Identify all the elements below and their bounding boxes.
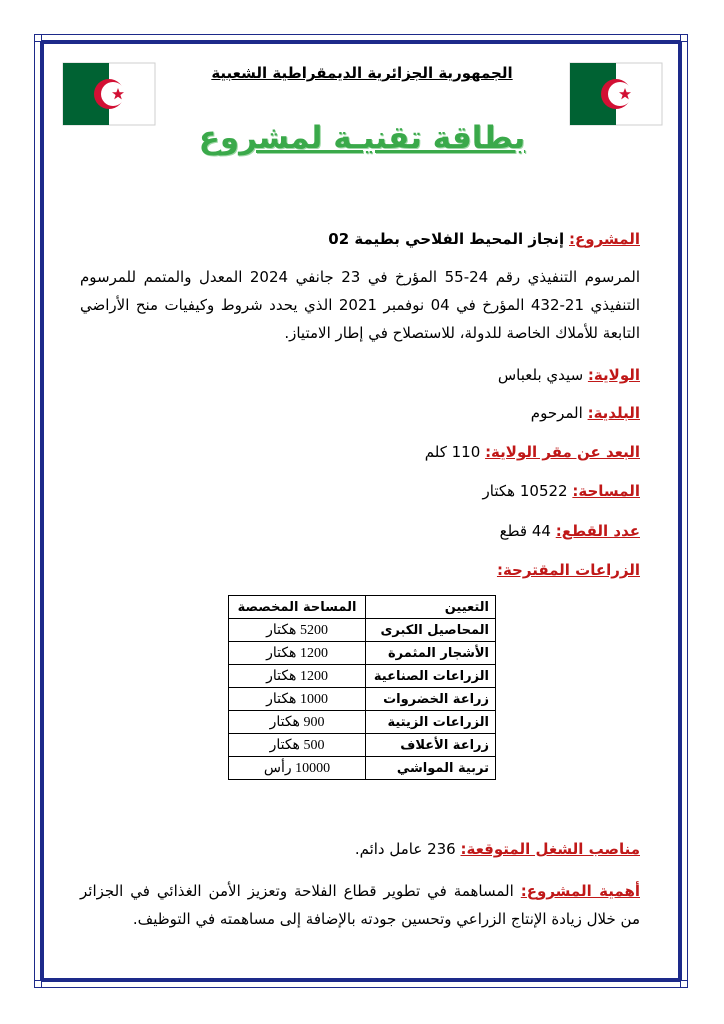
wilaya-value: سيدي بلعباس (497, 366, 584, 384)
distance-line (80, 443, 640, 461)
border-corner (34, 34, 42, 42)
table-row (229, 734, 496, 757)
border-corner (680, 980, 688, 988)
wilaya-label: الولاية: (587, 366, 640, 384)
commune-label: البلدية: (587, 404, 640, 422)
crop-name: زراعة الأعلاف (366, 734, 496, 757)
crop-area: 1200 هكتار (229, 665, 366, 688)
republic-header: الجمهورية الجزائرية الديمقراطية الشعبية (211, 64, 513, 82)
page-title: بطاقة تقنيـة لمشروع (198, 120, 526, 156)
table-row (229, 665, 496, 688)
area-label: المساحة: (572, 482, 640, 500)
project-name: إنجاز المحيط الفلاحي بطيمة 02 (328, 230, 565, 248)
decree-paragraph: المرسوم التنفيذي رقم 24-55 المؤرخ في 23 جانفي 2024 المعدل والمتمم للمرسوم التنفيذي 21-432 المؤرخ في 04 نوفمبر 2021 الذي يحدد شروط وكيفيات منح الأراضي التابعة للأملاك الخاصة للدولة، للاستصلاح في إطار الامتياز. (80, 268, 641, 342)
jobs-label: مناصب الشغل المتوقعة: (460, 840, 640, 858)
area-line (80, 482, 640, 500)
crops-table (228, 595, 496, 780)
plots-line (80, 522, 640, 540)
header-designation: التعيين (366, 596, 496, 619)
crops-label: الزراعات المقترحة: (496, 561, 640, 579)
wilaya-line (80, 366, 640, 384)
crop-name: زراعة الخضروات (366, 688, 496, 711)
header-allocated-area: المساحة المخصصة (229, 596, 366, 619)
crop-area: 1200 هكتار (229, 642, 366, 665)
algeria-flag-icon (62, 62, 156, 126)
crop-name: الأشجار المثمرة (366, 642, 496, 665)
crop-area: 10000 رأس (229, 757, 366, 780)
table-row (229, 757, 496, 780)
crop-name: تربية المواشي (366, 757, 496, 780)
table-row (229, 642, 496, 665)
distance-label: البعد عن مقر الولاية: (485, 443, 640, 461)
area-value: 10522 هكتار (482, 482, 568, 500)
jobs-line (80, 840, 640, 858)
crop-area: 5200 هكتار (229, 619, 366, 642)
crop-area: 1000 هكتار (229, 688, 366, 711)
table-header-row (229, 596, 496, 619)
plots-value: 44 قطع (499, 522, 551, 540)
commune-line (80, 404, 640, 422)
border-corner (34, 980, 42, 988)
plots-label: عدد القطع: (555, 522, 640, 540)
commune-value: المرحوم (530, 404, 583, 422)
border-corner (680, 34, 688, 42)
crop-name: المحاصيل الكبرى (366, 619, 496, 642)
crop-name: الزراعات الصناعية (366, 665, 496, 688)
project-label: المشروع: (569, 230, 640, 248)
crop-area: 500 هكتار (229, 734, 366, 757)
algeria-flag-icon (569, 62, 663, 126)
crops-heading-line (80, 561, 640, 579)
importance-paragraph (80, 877, 640, 933)
crop-area: 900 هكتار (229, 711, 366, 734)
table-row (229, 711, 496, 734)
importance-label: أهمية المشروع: (520, 882, 640, 900)
table-row (229, 688, 496, 711)
table-row (229, 619, 496, 642)
crop-name: الزراعات الزيتية (366, 711, 496, 734)
distance-value: 110 كلم (424, 443, 481, 461)
project-line (80, 230, 640, 248)
jobs-value: 236 عامل دائم. (354, 840, 456, 858)
importance-value: المساهمة في تطوير قطاع الفلاحة وتعزيز الأمن الغذائي في الجزائر من خلال زيادة الإنتاج الزراعي وتحسين جودته بالإضافة إلى مساهمته في التوظيف. (80, 882, 640, 928)
